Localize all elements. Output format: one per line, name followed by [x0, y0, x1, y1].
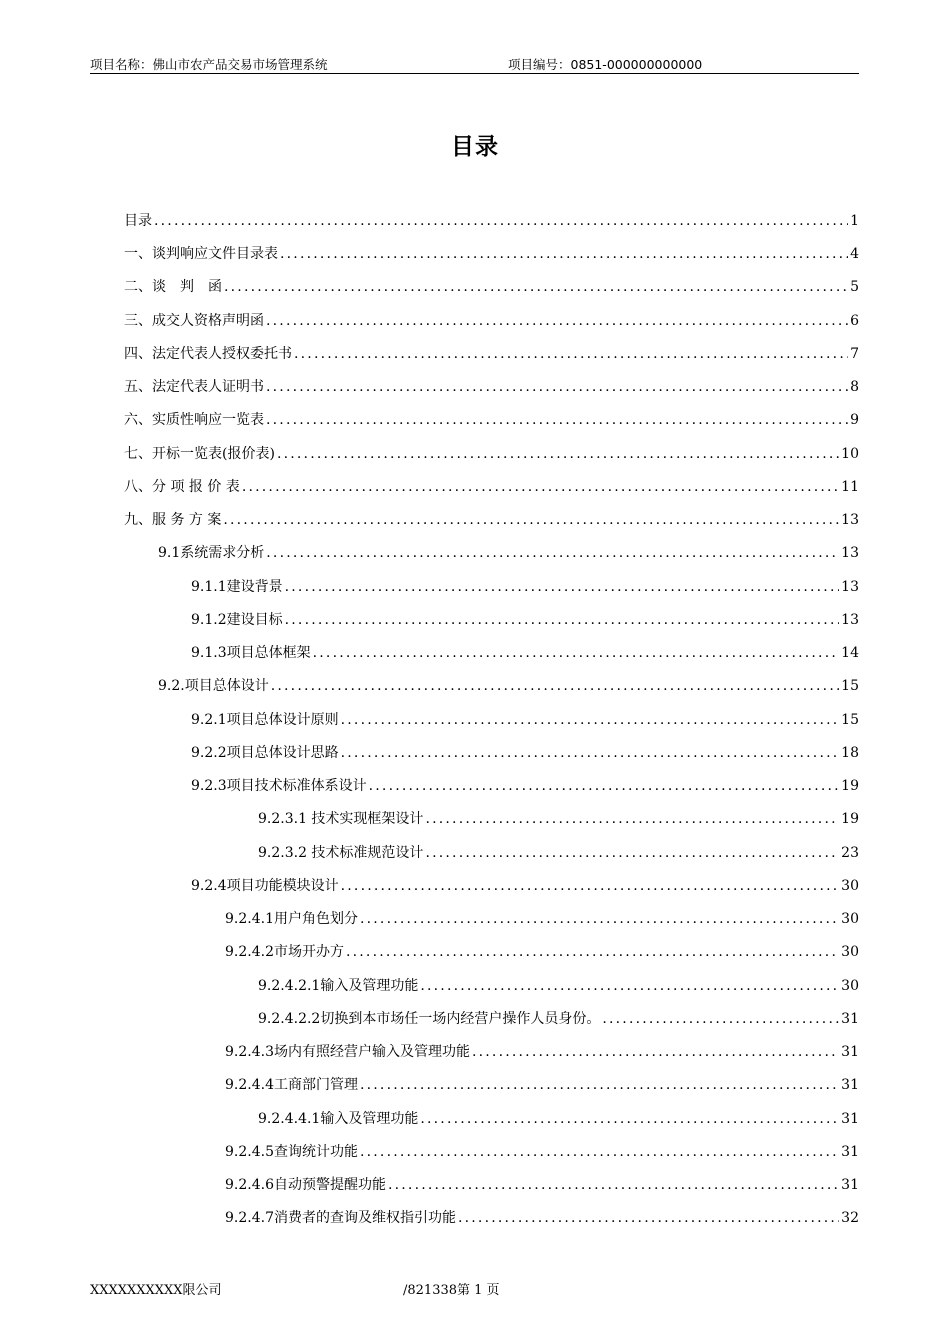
toc-label: 9.2.4项目功能模块设计 [191, 878, 339, 894]
toc-leader [339, 745, 840, 761]
toc-entry[interactable] [158, 542, 859, 566]
toc-page: 23 [841, 845, 859, 861]
toc-entry[interactable] [124, 409, 859, 433]
toc-label: 9.2.4.7消费者的查询及维权指引功能 [225, 1210, 456, 1226]
toc-page: 31 [841, 1144, 859, 1160]
toc-label: 9.2.1项目总体设计原则 [191, 712, 339, 728]
toc-leader [456, 1210, 839, 1226]
toc-leader [423, 845, 839, 861]
page-header [90, 55, 859, 74]
toc-entry[interactable] [191, 642, 859, 666]
toc-page: 19 [841, 811, 859, 827]
toc-leader [344, 944, 839, 960]
toc-entry[interactable] [258, 975, 859, 999]
toc-page: 8 [850, 379, 859, 395]
toc-leader [311, 645, 840, 661]
toc-label: 目录 [124, 213, 152, 229]
toc-page: 13 [841, 545, 859, 561]
toc-page: 30 [841, 878, 859, 894]
toc-entry[interactable] [191, 775, 859, 799]
toc-entry[interactable] [191, 576, 859, 600]
toc-page: 6 [850, 313, 859, 329]
toc-entry[interactable] [258, 842, 859, 866]
toc-label: 9.2.4.6自动预警提醒功能 [225, 1177, 386, 1193]
toc-label: 9.2.3.2 技术标准规范设计 [258, 845, 424, 861]
toc-entry[interactable] [225, 1141, 859, 1165]
toc-leader [292, 346, 848, 362]
toc-leader [339, 712, 840, 728]
toc-page: 30 [841, 978, 859, 994]
toc-leader [222, 279, 848, 295]
toc-label: 9.2.3.1 技术实现框架设计 [258, 811, 424, 827]
toc-leader [423, 811, 839, 827]
toc-entry[interactable] [258, 1008, 859, 1032]
toc-page: 13 [841, 579, 859, 595]
toc-leader [600, 1011, 839, 1027]
toc-label: 四、法定代表人授权委托书 [124, 346, 292, 362]
toc-label: 9.2.4.2.2切换到本市场任一场内经营户操作人员身份。 [258, 1011, 601, 1027]
toc-entry[interactable] [124, 476, 859, 500]
toc-leader [358, 1077, 839, 1093]
page-title: 目录 [451, 134, 499, 160]
toc-leader [418, 978, 839, 994]
toc-page: 13 [841, 512, 859, 528]
toc-page: 4 [850, 246, 859, 262]
toc-page: 10 [841, 446, 859, 462]
toc-label: 9.2.2项目总体设计思路 [191, 745, 339, 761]
toc-entry[interactable] [124, 509, 859, 533]
toc-leader [470, 1044, 839, 1060]
toc-page: 18 [841, 745, 859, 761]
toc-leader [264, 313, 848, 329]
toc-leader [283, 612, 840, 628]
toc-entry[interactable] [191, 709, 859, 733]
toc-page: 13 [841, 612, 859, 628]
toc-label: 9.2.4.5查询统计功能 [225, 1144, 358, 1160]
toc-leader [264, 412, 848, 428]
toc-label: 9.2.项目总体设计 [158, 678, 269, 694]
toc-page: 31 [841, 1111, 859, 1127]
toc-entry[interactable] [158, 675, 859, 699]
toc-page: 15 [841, 678, 859, 694]
toc-label: 一、谈判响应文件目录表 [124, 246, 278, 262]
toc-entry[interactable] [124, 310, 859, 334]
toc-leader [386, 1177, 839, 1193]
toc-label: 9.2.4.2.1输入及管理功能 [258, 978, 419, 994]
toc-leader [283, 579, 840, 595]
toc-leader [339, 878, 840, 894]
toc-leader [264, 545, 839, 561]
toc-page: 30 [841, 911, 859, 927]
toc-label: 9.2.4.4工商部门管理 [225, 1077, 358, 1093]
toc-entry[interactable] [225, 1174, 859, 1198]
toc-leader [264, 379, 848, 395]
toc-entry[interactable] [225, 908, 859, 932]
toc-leader [269, 678, 839, 694]
toc-page: 11 [841, 479, 859, 495]
toc-label: 9.1系统需求分析 [158, 545, 265, 561]
toc-entry[interactable] [124, 376, 859, 400]
toc-entry[interactable] [258, 1108, 859, 1132]
toc-leader [278, 246, 848, 262]
toc-leader [152, 213, 848, 229]
toc-label: 九、服 务 方 案 [124, 512, 222, 528]
toc-label: 六、实质性响应一览表 [124, 412, 264, 428]
toc-entry[interactable] [225, 1074, 859, 1098]
toc-page: 5 [850, 279, 859, 295]
toc-entry[interactable] [124, 443, 859, 467]
toc-leader [221, 512, 839, 528]
toc-label: 二、谈 判 函 [124, 279, 222, 295]
toc-page: 15 [841, 712, 859, 728]
footer-company: XXXXXXXXXX限公司 [90, 1283, 222, 1298]
toc-page: 32 [841, 1210, 859, 1226]
toc-leader [367, 778, 840, 794]
toc-page: 1 [850, 213, 859, 229]
project-name: 项目名称：佛山市农产品交易市场管理系统 [90, 57, 328, 72]
toc-label: 八、分 项 报 价 表 [124, 479, 240, 495]
toc-label: 9.1.2建设目标 [191, 612, 283, 628]
toc-entry[interactable] [124, 343, 859, 367]
footer-page-number: /821338第 1 页 [403, 1283, 500, 1298]
toc-entry[interactable] [191, 875, 859, 899]
toc-entry[interactable] [124, 210, 859, 234]
toc-leader [275, 446, 839, 462]
toc-page: 9 [850, 412, 859, 428]
toc-entry[interactable] [225, 1041, 859, 1065]
toc-page: 7 [850, 346, 859, 362]
toc-page: 31 [841, 1077, 859, 1093]
toc-entry[interactable] [225, 1207, 859, 1231]
toc-entry[interactable] [191, 742, 859, 766]
toc-label: 9.2.4.3场内有照经营户输入及管理功能 [225, 1044, 470, 1060]
toc-label: 三、成交人资格声明函 [124, 313, 264, 329]
toc-label: 9.2.4.4.1输入及管理功能 [258, 1111, 419, 1127]
toc-entry[interactable] [225, 941, 859, 965]
toc-page: 31 [841, 1177, 859, 1193]
toc-page: 19 [841, 778, 859, 794]
toc-label: 9.2.4.1用户角色划分 [225, 911, 358, 927]
toc-page: 30 [841, 944, 859, 960]
toc-label: 9.1.1建设背景 [191, 579, 283, 595]
toc-entry[interactable] [258, 808, 859, 832]
toc-entry[interactable] [124, 243, 859, 267]
toc-leader [358, 911, 839, 927]
toc-label: 9.2.3项目技术标准体系设计 [191, 778, 367, 794]
toc-entry[interactable] [124, 276, 859, 300]
toc-label: 七、开标一览表(报价表) [124, 446, 275, 462]
toc-leader [418, 1111, 839, 1127]
toc-label: 9.2.4.2市场开办方 [225, 944, 344, 960]
toc-page: 31 [841, 1011, 859, 1027]
toc-label: 9.1.3项目总体框架 [191, 645, 311, 661]
toc-page: 14 [841, 645, 859, 661]
project-code: 项目编号：0851-000000000000 [508, 57, 703, 72]
toc-label: 五、法定代表人证明书 [124, 379, 264, 395]
toc-leader [240, 479, 839, 495]
toc-page: 31 [841, 1044, 859, 1060]
toc-leader [358, 1144, 839, 1160]
toc-entry[interactable] [191, 609, 859, 633]
